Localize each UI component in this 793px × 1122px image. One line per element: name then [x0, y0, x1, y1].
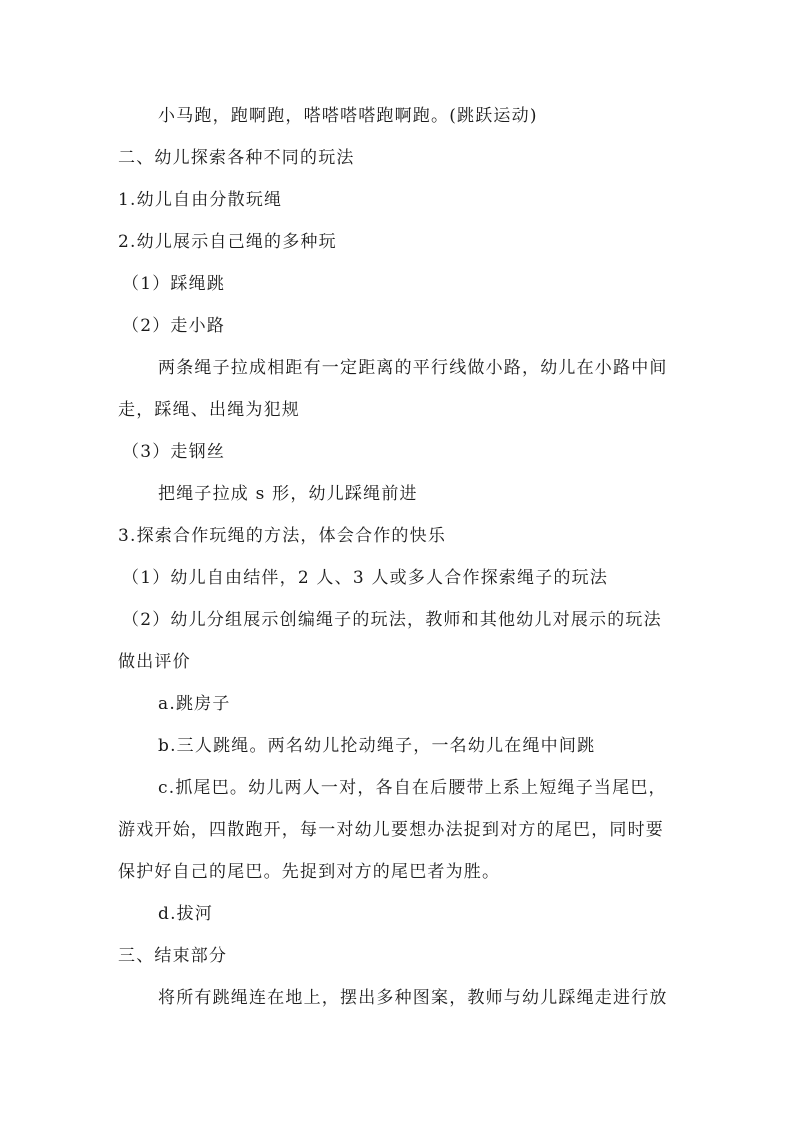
paragraph-path-description-cont: 走，踩绳、出绳为犯规 [118, 400, 300, 420]
paragraph-path-description: 两条绳子拉成相距有一定距离的平行线做小路，幼儿在小路中间 [158, 358, 668, 378]
game-c-catch-tail-cont-1: 游戏开始，四散跑开，每一对幼儿要想办法捉到对方的尾巴，同时要 [118, 820, 664, 840]
subitem-step-jump: （1）踩绳跳 [122, 274, 226, 294]
subitem-walk-path: （2）走小路 [122, 316, 226, 336]
game-a-hopscotch: a.跳房子 [158, 694, 231, 714]
paragraph-tightrope-description: 把绳子拉成 s 形，幼儿踩绳前进 [158, 484, 418, 504]
game-c-catch-tail-cont-2: 保护好自己的尾巴。先捉到对方的尾巴者为胜。 [118, 862, 501, 882]
subitem-group-show: （2）幼儿分组展示创编绳子的玩法，教师和其他幼儿对展示的玩法 [122, 610, 662, 630]
subitem-free-partner: （1）幼儿自由结伴，2 人、3 人或多人合作探索绳子的玩法 [122, 568, 609, 588]
game-c-catch-tail: c.抓尾巴。幼儿两人一对，各自在后腰带上系上短绳子当尾巴， [158, 778, 667, 798]
paragraph-pony-rhyme: 小马跑，跑啊跑，嗒嗒嗒嗒跑啊跑。(跳跃运动) [158, 106, 538, 126]
game-b-three-person-rope: b.三人跳绳。两名幼儿抡动绳子，一名幼儿在绳中间跳 [158, 736, 596, 756]
item-3-cooperate: 3.探索合作玩绳的方法，体会合作的快乐 [118, 526, 447, 546]
heading-section-3: 三、结束部分 [118, 946, 228, 966]
paragraph-ending: 将所有跳绳连在地上，摆出多种图案，教师与幼儿踩绳走进行放 [158, 988, 668, 1008]
heading-section-2: 二、幼儿探索各种不同的玩法 [118, 148, 355, 168]
game-d-tug-of-war: d.拔河 [158, 904, 214, 924]
item-1-free-play: 1.幼儿自由分散玩绳 [118, 190, 283, 210]
item-2-show-play: 2.幼儿展示自己绳的多种玩 [118, 232, 337, 252]
subitem-group-show-cont: 做出评价 [118, 652, 191, 672]
subitem-tightrope: （3）走钢丝 [122, 442, 226, 462]
